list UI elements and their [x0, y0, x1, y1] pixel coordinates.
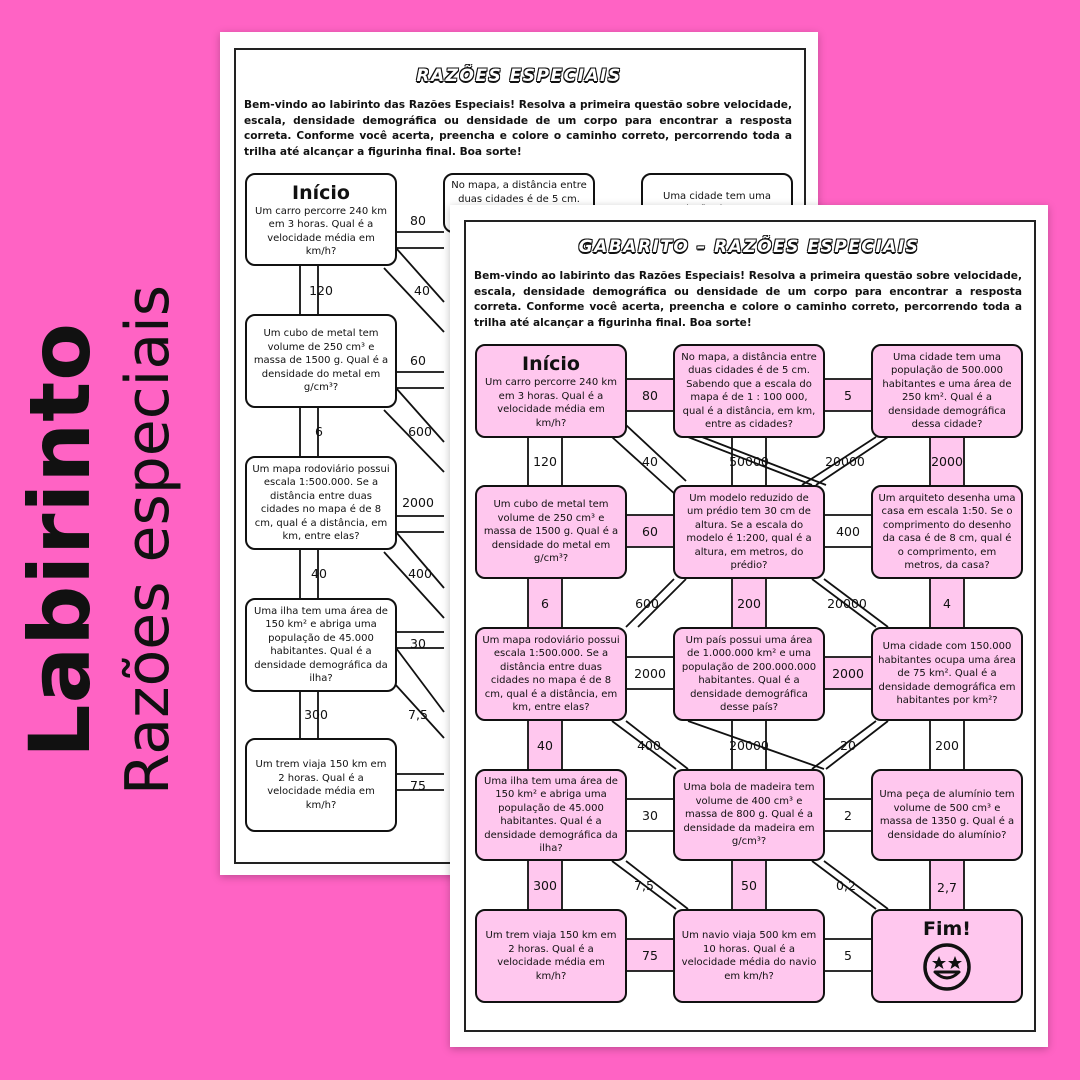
back-question-text: Um cubo de metal tem volume de 250 cm³ e massa de 1500 g. Qual é a densidade do metal em g/cm³?: [253, 328, 389, 394]
answer-label: 2000: [832, 665, 864, 681]
answer-label: 120: [533, 453, 557, 469]
back-answer: 7,5: [408, 706, 428, 722]
question-box: [673, 627, 825, 721]
question-text: Uma cidade tem uma população de 500.000 habitantes e uma área de 250 km². Qual é a densidade demográfica dessa cidade?: [882, 351, 1012, 430]
answer-label: 30: [642, 807, 658, 823]
question-text: Um arquiteto desenha uma casa em escala 1:50. Se o comprimento do desenho da casa é de 8 cm, qual é o comprimento, em metros, da casa?: [878, 492, 1016, 571]
back-answer: 60: [410, 352, 426, 368]
question-box: [673, 485, 825, 579]
question-text: Uma ilha tem uma área de 150 km² e abriga uma população de 45.000 habitantes. Qual é a densidade demográfica da ilha?: [484, 775, 618, 854]
answer-label: 2,7: [937, 879, 957, 895]
answer-label: 600: [635, 595, 659, 611]
answer-label: 20000: [827, 595, 867, 611]
question-box: [871, 627, 1023, 721]
back-question-box: [245, 738, 397, 832]
question-text: Um cubo de metal tem volume de 250 cm³ e massa de 1500 g. Qual é a densidade do metal em g/cm³?: [483, 499, 619, 565]
answer-label: 20000: [825, 453, 865, 469]
answer-label: 0,2: [836, 877, 856, 893]
question-text: Um modelo reduzido de um prédio tem 30 cm de altura. Se a escala do modelo é 1:200, qual é a altura, em metros, do prédio?: [686, 492, 812, 571]
back-answer: 30: [410, 635, 426, 651]
back-question-box: [245, 598, 397, 692]
back-answer: 40: [414, 282, 430, 298]
back-answer: 2000: [402, 494, 434, 510]
back-answer: 120: [309, 282, 333, 298]
back-start-question: Um carro percorre 240 km em 3 horas. Qual é a velocidade média em km/h?: [255, 205, 387, 257]
answer-label: 40: [642, 453, 658, 469]
answer-label: 50000: [729, 453, 769, 469]
answer-label: 400: [637, 737, 661, 753]
back-answer: 6: [315, 423, 323, 439]
answer-label: 2: [844, 807, 852, 823]
start-box: [475, 344, 627, 438]
answer-label: 6: [541, 595, 549, 611]
answer-label: 20: [840, 737, 856, 753]
question-box: [475, 627, 627, 721]
answer-label: 80: [642, 387, 658, 403]
answer-key-worksheet: [450, 205, 1048, 1047]
back-answer: 80: [410, 212, 426, 228]
question-text: Um navio viaja 500 km em 10 horas. Qual é a velocidade média do navio em km/h?: [681, 930, 817, 982]
answer-label: 5: [844, 947, 852, 963]
back-answer: 400: [408, 565, 432, 581]
answer-label: 50: [741, 877, 757, 893]
question-box: [673, 909, 825, 1003]
back-start-label: Início: [292, 181, 350, 204]
front-title: GABARITO – RAZÕES ESPECIAIS: [578, 237, 920, 257]
question-box: [475, 909, 627, 1003]
back-question-box: [245, 314, 397, 408]
back-start-box: [245, 173, 397, 266]
back-answer: 40: [311, 565, 327, 581]
back-question-text: Um mapa rodoviário possui escala 1:500.000. Se a distância entre duas cidades no mapa é de 8 cm, qual é a distância, em km, entre elas?: [252, 463, 390, 542]
back-intro: Bem-vindo ao labirinto das Razões Especiais! Resolva a primeira questão sobre velocidade, escala, densidade demográfica ou densidade de um corpo para encontrar a resposta correta. Conforme você acerta, preencha e colore o caminho correto, percorrendo toda a trilha até alcançar a figurinha final. Boa sorte!: [244, 99, 792, 158]
question-box: [475, 769, 627, 861]
answer-label: 40: [537, 737, 553, 753]
question-box: [871, 485, 1023, 579]
back-answer: 600: [408, 423, 432, 439]
back-answer: 75: [410, 777, 426, 793]
answer-label: 2000: [931, 453, 963, 469]
question-box: [673, 769, 825, 861]
question-text: No mapa, a distância entre duas cidades é de 5 cm. Sabendo que a escala do mapa é de 1 : 100 000, qual é a distância, em km, entre as cidades?: [681, 351, 817, 430]
answer-label: 7,5: [634, 877, 654, 893]
star-eyes-smiley-icon: [921, 941, 973, 993]
back-question-text: Um trem viaja 150 km em 2 horas. Qual é a velocidade média em km/h?: [255, 759, 387, 811]
question-box: [871, 344, 1023, 438]
side-subtitle: Razões especiais: [113, 284, 183, 796]
answer-label: 200: [935, 737, 959, 753]
back-question-text: Uma ilha tem uma área de 150 km² e abriga uma população de 45.000 habitantes. Qual é a densidade demográfica da ilha?: [254, 605, 388, 684]
answer-label: 20000: [729, 737, 769, 753]
start-label: Início: [522, 353, 580, 375]
question-box: [673, 344, 825, 438]
back-question-box: [245, 456, 397, 550]
answer-label: 5: [844, 387, 852, 403]
back-answer: 300: [304, 706, 328, 722]
question-text: Uma bola de madeira tem volume de 400 cm³ e massa de 800 g. Qual é a densidade da madeira em g/cm³?: [683, 782, 815, 848]
question-text: Uma peça de alumínio tem volume de 500 cm³ e massa de 1350 g. Qual é a densidade do alumínio?: [879, 789, 1015, 841]
end-box: [871, 909, 1023, 1003]
question-text: Um país possui uma área de 1.000.000 km² e uma população de 200.000.000 habitantes. Qual é a densidade demográfica desse país?: [681, 634, 817, 713]
question-text: Um trem viaja 150 km em 2 horas. Qual é a velocidade média em km/h?: [485, 930, 617, 982]
question-text: Uma cidade com 150.000 habitantes ocupa uma área de 75 km². Qual é a densidade demográfica em habitantes por km²?: [878, 641, 1016, 707]
side-title-area: [0, 0, 200, 1080]
end-label: Fim!: [923, 918, 971, 940]
answer-label: 60: [642, 523, 658, 539]
answer-label: 4: [943, 595, 951, 611]
answer-label: 2000: [634, 665, 666, 681]
side-title: Labirinto: [11, 321, 109, 759]
question-text: Um mapa rodoviário possui escala 1:500.000. Se a distância entre duas cidades no mapa é de 8 cm, qual é a distância, em km, entre elas?: [482, 634, 620, 713]
question-box: [871, 769, 1023, 861]
question-text: Um carro percorre 240 km em 3 horas. Qual é a velocidade média em km/h?: [485, 377, 617, 429]
answer-label: 200: [737, 595, 761, 611]
front-intro: Bem-vindo ao labirinto das Razões Especiais! Resolva a primeira questão sobre velocidade, escala, densidade demográfica ou densidade de um corpo para encontrar a resposta correta. Conforme você acerta, preencha e colore o caminho correto, percorrendo toda a trilha até alcançar a figurinha final. Boa sorte!: [474, 270, 1022, 329]
answer-label: 300: [533, 877, 557, 893]
question-box: [475, 485, 627, 579]
answer-label: 75: [642, 947, 658, 963]
back-city-question: Uma cidade tem uma: [663, 190, 771, 202]
back-title: RAZÕES ESPECIAIS: [416, 66, 622, 86]
back-map-question: No mapa, a distância entre duas cidades é de 5 cm.: [451, 180, 587, 205]
answer-label: 400: [836, 523, 860, 539]
